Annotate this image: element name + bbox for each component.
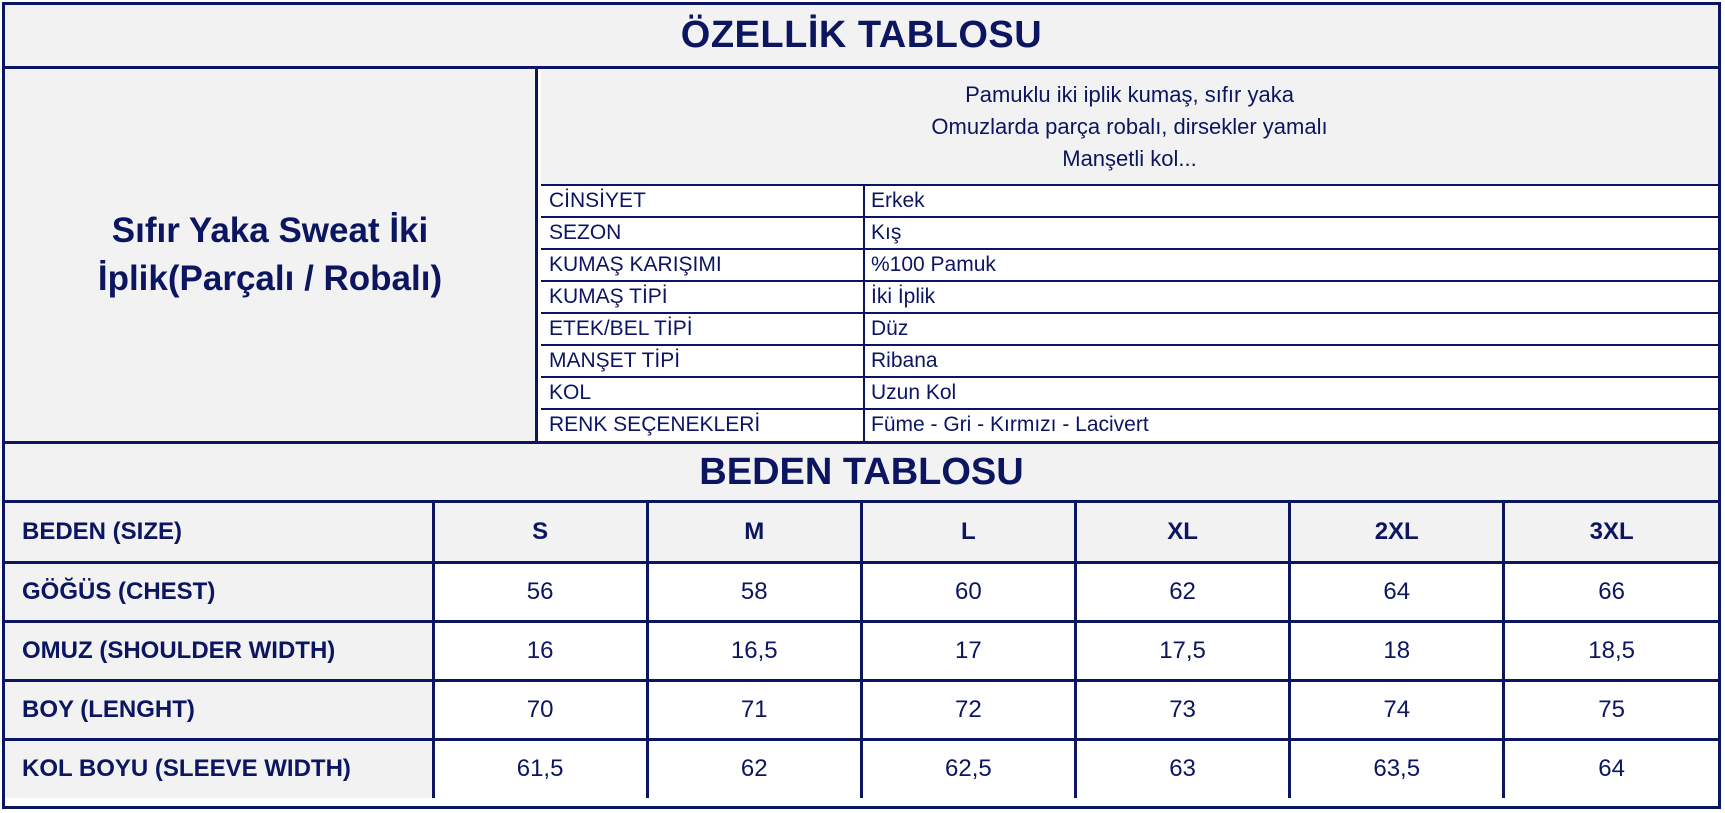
spec-value: Füme - Gri - Kırmızı - Lacivert bbox=[871, 413, 1149, 436]
spec-value: Ribana bbox=[871, 349, 938, 372]
spec-list bbox=[541, 186, 1718, 442]
measurement-value: 17 bbox=[861, 621, 1075, 680]
spec-key: KOL bbox=[541, 378, 865, 408]
spec-value: Erkek bbox=[871, 189, 925, 212]
measurement-value: 61,5 bbox=[433, 739, 647, 798]
measurement-value: 70 bbox=[433, 680, 647, 739]
measurement-row bbox=[5, 621, 1718, 680]
size-header-label: BEDEN (SIZE) bbox=[5, 503, 433, 562]
size-label: XL bbox=[1075, 503, 1289, 562]
measurement-value: 56 bbox=[433, 562, 647, 621]
spec-row bbox=[541, 346, 1718, 378]
spec-key: CİNSİYET bbox=[541, 186, 865, 216]
description-line: Manşetli kol... bbox=[1062, 145, 1197, 171]
product-name: Sıfır Yaka Sweat İki İplik(Parçalı / Robalı) bbox=[97, 211, 443, 298]
spec-value: Uzun Kol bbox=[871, 381, 957, 404]
spec-row bbox=[541, 282, 1718, 314]
measurement-value: 62,5 bbox=[861, 739, 1075, 798]
measurement-label: OMUZ (SHOULDER WIDTH) bbox=[5, 621, 433, 680]
spec-sheet bbox=[2, 2, 1721, 809]
measurement-value: 62 bbox=[647, 739, 861, 798]
measurement-value: 64 bbox=[1504, 739, 1718, 798]
description-line: Pamuklu iki iplik kumaş, sıfır yaka bbox=[965, 81, 1294, 107]
spec-value: Düz bbox=[871, 317, 909, 340]
size-label: 2XL bbox=[1290, 503, 1504, 562]
measurement-value: 18,5 bbox=[1504, 621, 1718, 680]
spec-key: MANŞET TİPİ bbox=[541, 346, 865, 376]
spec-row bbox=[541, 218, 1718, 250]
spec-row bbox=[541, 250, 1718, 282]
measurement-value: 63,5 bbox=[1290, 739, 1504, 798]
spec-key: RENK SEÇENEKLERİ bbox=[541, 410, 865, 442]
measurement-label: BOY (LENGHT) bbox=[5, 680, 433, 739]
measurement-row bbox=[5, 739, 1718, 798]
measurement-value: 63 bbox=[1075, 739, 1289, 798]
feature-table-title: ÖZELLİK TABLOSU bbox=[5, 5, 1718, 69]
measurement-label: KOL BOYU (SLEEVE WIDTH) bbox=[5, 739, 433, 798]
product-description bbox=[541, 69, 1718, 186]
measurement-label: GÖĞÜS (CHEST) bbox=[5, 562, 433, 621]
measurement-value: 71 bbox=[647, 680, 861, 739]
measurement-value: 64 bbox=[1290, 562, 1504, 621]
measurement-value: 62 bbox=[1075, 562, 1289, 621]
measurement-value: 74 bbox=[1290, 680, 1504, 739]
product-name-cell bbox=[5, 69, 538, 441]
spec-row bbox=[541, 314, 1718, 346]
spec-row bbox=[541, 410, 1718, 442]
measurement-value: 75 bbox=[1504, 680, 1718, 739]
measurement-value: 60 bbox=[861, 562, 1075, 621]
measurement-value: 16,5 bbox=[647, 621, 861, 680]
size-label: L bbox=[861, 503, 1075, 562]
size-header-row bbox=[5, 503, 1718, 562]
measurement-value: 73 bbox=[1075, 680, 1289, 739]
size-label: 3XL bbox=[1504, 503, 1718, 562]
measurement-row bbox=[5, 680, 1718, 739]
measurement-value: 16 bbox=[433, 621, 647, 680]
spec-key: ETEK/BEL TİPİ bbox=[541, 314, 865, 344]
spec-value: İki İplik bbox=[871, 285, 936, 308]
description-line: Omuzlarda parça robalı, dirsekler yamalı bbox=[931, 113, 1328, 139]
spec-key: KUMAŞ TİPİ bbox=[541, 282, 865, 312]
measurement-value: 17,5 bbox=[1075, 621, 1289, 680]
measurement-value: 66 bbox=[1504, 562, 1718, 621]
size-table-title: BEDEN TABLOSU bbox=[5, 441, 1718, 503]
measurement-value: 72 bbox=[861, 680, 1075, 739]
spec-area bbox=[541, 69, 1718, 441]
spec-row bbox=[541, 378, 1718, 410]
spec-row bbox=[541, 186, 1718, 218]
size-label: M bbox=[647, 503, 861, 562]
measurement-value: 18 bbox=[1290, 621, 1504, 680]
spec-key: KUMAŞ KARIŞIMI bbox=[541, 250, 865, 280]
size-label: S bbox=[433, 503, 647, 562]
measurement-row bbox=[5, 562, 1718, 621]
measurement-value: 58 bbox=[647, 562, 861, 621]
size-table bbox=[5, 503, 1718, 798]
spec-key: SEZON bbox=[541, 218, 865, 248]
spec-value: Kış bbox=[871, 221, 902, 244]
spec-value: %100 Pamuk bbox=[871, 253, 996, 276]
